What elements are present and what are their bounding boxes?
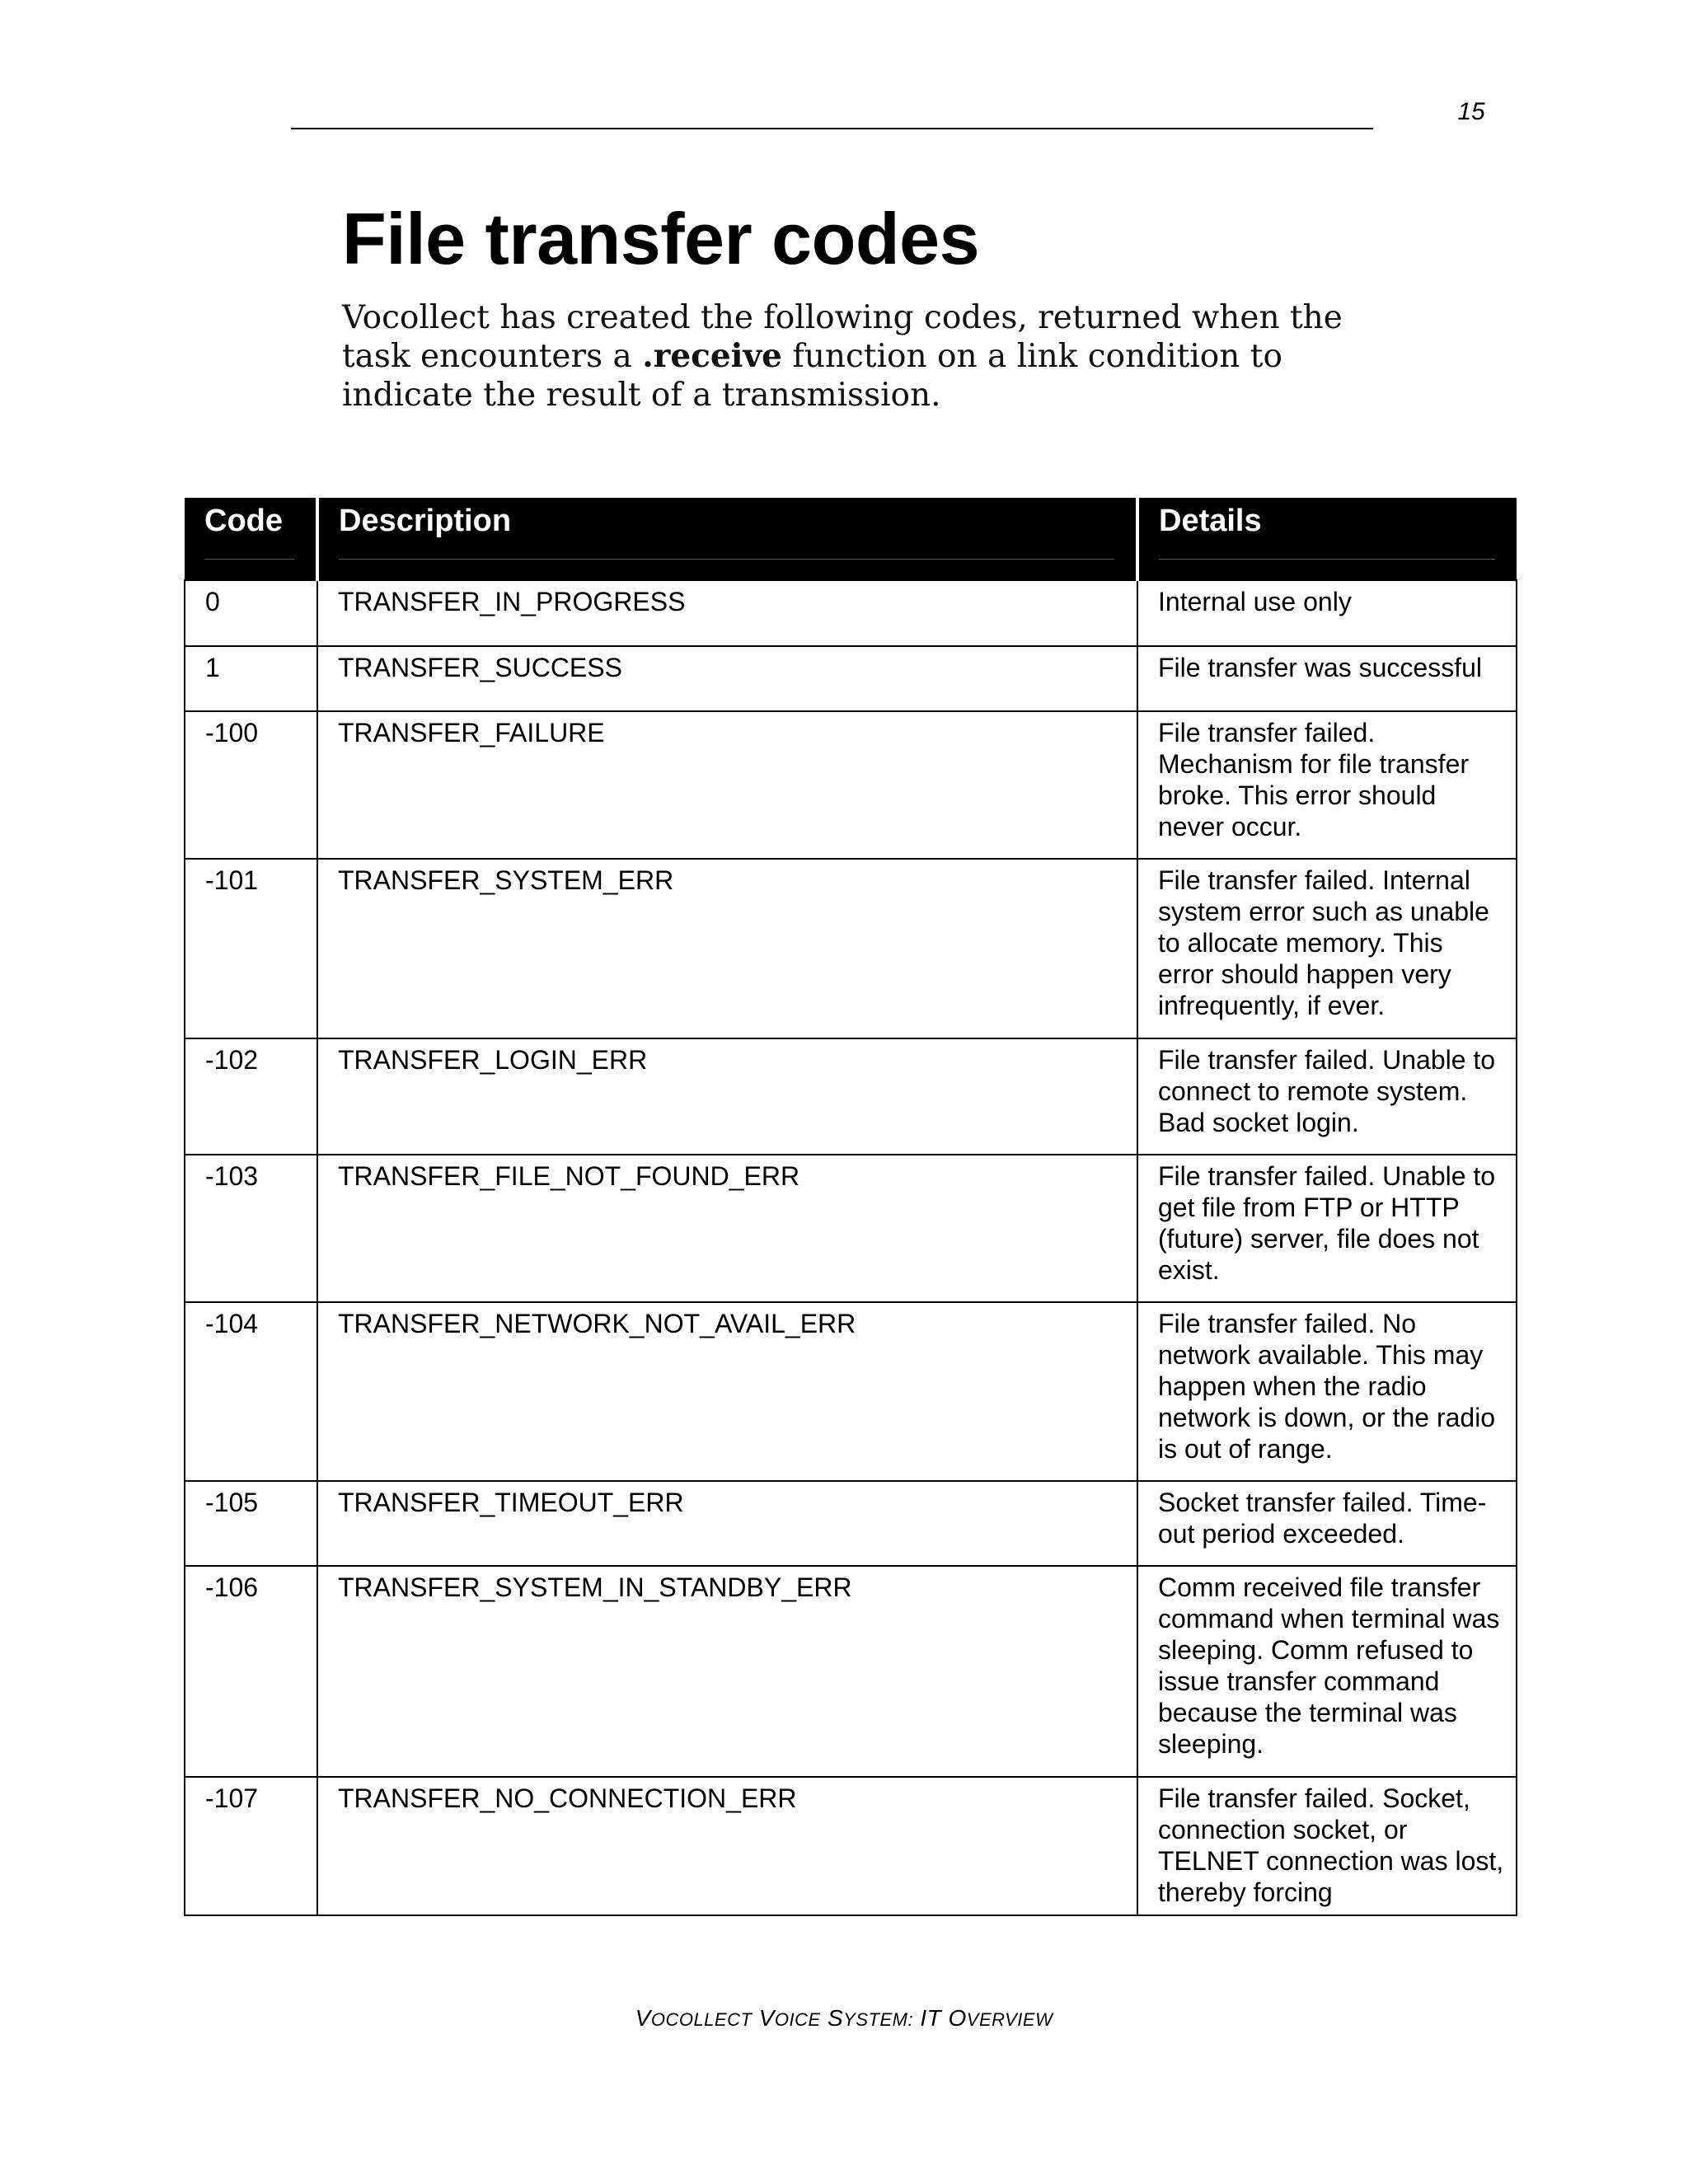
cell-code: -103 [185,1155,317,1302]
cell-details: File transfer failed. Mechanism for file transfer broke. This error should never occur. [1137,711,1517,859]
cell-description: TRANSFER_FILE_NOT_FOUND_ERR [317,1155,1137,1302]
intro-text-before: Vocollect has created the following codes, returned when the task encounters a [342,299,1343,375]
cell-details: Socket transfer failed. Time-out period exceeded. [1137,1481,1517,1566]
header-description: Description [317,498,1137,580]
page-footer: VOCOLLECT VOICE SYSTEM: IT OVERVIEW [635,2005,1053,2031]
cell-details: File transfer was successful [1137,646,1517,711]
cell-code: -105 [185,1481,317,1566]
table-row [185,1481,1517,1566]
cell-code: -107 [185,1777,317,1915]
cell-code: -104 [185,1302,317,1481]
cell-details: File transfer failed. Internal system error such as unable to allocate memory. This error should happen very infrequently, if ever. [1137,859,1517,1038]
table-row [185,1566,1517,1777]
cell-details: Internal use only [1137,580,1517,646]
cell-description: TRANSFER_IN_PROGRESS [317,580,1137,646]
cell-description: TRANSFER_FAILURE [317,711,1137,859]
intro-paragraph [342,298,1356,415]
header-rule [291,128,1373,129]
page-number: 15 [1457,98,1485,125]
table-row [185,1302,1517,1481]
table-row [185,1777,1517,1915]
cell-description: TRANSFER_SYSTEM_IN_STANDBY_ERR [317,1566,1137,1777]
cell-details: File transfer failed. Unable to connect to remote system. Bad socket login. [1137,1038,1517,1155]
table-row [185,859,1517,1038]
table-row [185,711,1517,859]
table-row [185,1155,1517,1302]
cell-description: TRANSFER_SUCCESS [317,646,1137,711]
header-details: Details [1137,498,1517,580]
cell-description: TRANSFER_TIMEOUT_ERR [317,1481,1137,1566]
cell-code: -102 [185,1038,317,1155]
file-transfer-codes-table [184,498,1517,1916]
table-row [185,580,1517,646]
intro-text-after: function on a link condition to indicate the result of a transmission. [342,338,1282,414]
cell-description: TRANSFER_NETWORK_NOT_AVAIL_ERR [317,1302,1137,1481]
cell-details: File transfer failed. Socket, connection socket, or TELNET connection was lost, thereby forcing [1137,1777,1517,1915]
cell-description: TRANSFER_LOGIN_ERR [317,1038,1137,1155]
cell-code: 1 [185,646,317,711]
header-code: Code [185,498,317,580]
table-row [185,646,1517,711]
cell-description: TRANSFER_SYSTEM_ERR [317,859,1137,1038]
cell-code: -101 [185,859,317,1038]
cell-details: File transfer failed. No network available. This may happen when the radio network is down, or the radio is out of range. [1137,1302,1517,1481]
table-row [185,1038,1517,1155]
cell-details: Comm received file transfer command when terminal was sleeping. Comm refused to issue transfer command because the terminal was sleeping. [1137,1566,1517,1777]
cell-code: 0 [185,580,317,646]
intro-emphasis: .receive [642,337,782,375]
page-title: File transfer codes [342,198,980,279]
cell-description: TRANSFER_NO_CONNECTION_ERR [317,1777,1137,1915]
cell-details: File transfer failed. Unable to get file from FTP or HTTP (future) server, file does not exist. [1137,1155,1517,1302]
cell-code: -106 [185,1566,317,1777]
table-header-row [185,498,1517,580]
cell-code: -100 [185,711,317,859]
